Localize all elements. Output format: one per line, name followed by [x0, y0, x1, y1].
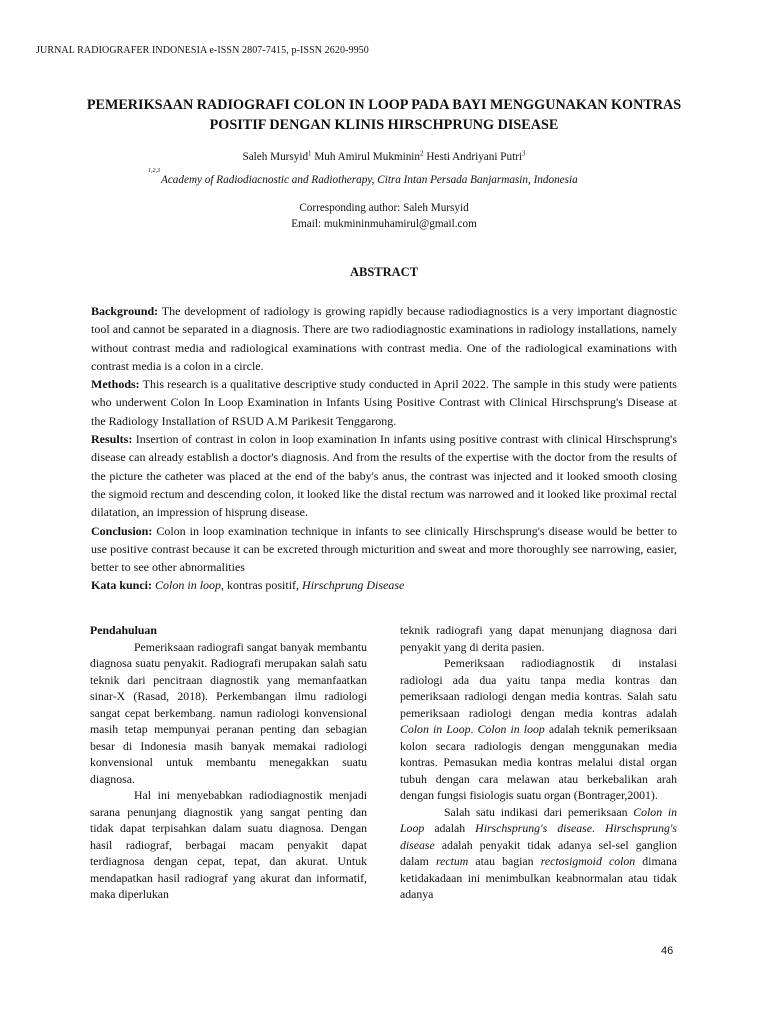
- body-paragraph: teknik radiografi yang dapat menunjang diagnosa dari penyakit yang di derita pasien.: [400, 623, 677, 654]
- body-paragraph: Pemeriksaan radiografi sangat banyak membantu diagnosa suatu penyakit. Radiografi merupakan salah satu teknik dari pencitraan diagnostik yang memanfaatkan sinar-X (Rasad, 2018). Perkembangan ilmu radiologi sangat cepat berkembang. namun radiologi konvensional masih tetap mempunyai peranan penting dan sebagian besar di Indonesia masih banyak memakai radiologi konvensional untuk membantu menegakkan suatu diagnosa.: [90, 639, 367, 786]
- text-run: dimana ketidakadaan ini menimbulkan keabnormalan atau tidak adanya: [400, 854, 677, 901]
- author-name: Hesti Andriyani Putri: [426, 151, 523, 163]
- background-label: Background:: [91, 304, 159, 318]
- text-run-italic: Hirschsprung's disease: [475, 821, 592, 835]
- text-run-italic: Hirschsprung's disease: [400, 821, 677, 852]
- methods-text: This research is a qualitative descriptive study conducted in April 2022. The sample in this study were patients who underwent Colon In Loop Examination in Infants Using Positive Contrast with Clinical Hirschsprung's Disease at the Radiology Installation of RSUD A.M Parikesit Tenggarong.: [91, 377, 677, 428]
- author-list: [0, 150, 768, 164]
- abstract-keywords: [91, 576, 677, 594]
- conclusion-text: Colon in loop examination technique in infants to see clinically Hirschsprung's disease would be better to use positive contrast because it can be excreted through micturition and sweat and more thoroughly see narrowing, easier, better to see other abnormalities: [91, 523, 677, 575]
- abstract-heading: ABSTRACT: [349, 265, 419, 279]
- text-run-italic: rectum: [435, 854, 469, 868]
- author-sup: 1: [308, 149, 312, 158]
- text-run: adalah: [424, 821, 476, 835]
- text-run: atau bagian: [468, 854, 541, 868]
- journal-header: JURNAL RADIOGRAFER INDONESIA e-ISSN 2807-7415, p-ISSN 2620-9950: [36, 45, 369, 56]
- abstract-background: [91, 302, 677, 375]
- background-text: The development of radiology is growing rapidly because radiodiagnostics is a very important diagnostic tool and cannot be separated in a diagnosis. There are two radiodiagnostic examinations in radiology installations, namely without contrast media and radiological examinations with contrast media. One of the radiological examinations with contrast media is a colon in a circle.: [91, 304, 677, 373]
- text-run-italic: Colon in Loop: [400, 722, 471, 736]
- keywords-label: Kata kunci:: [91, 578, 153, 593]
- section-heading: Pendahuluan: [90, 623, 157, 637]
- text-run-italic: Colon in loop: [477, 722, 545, 736]
- body-column-right: [400, 622, 677, 903]
- abstract-results: [91, 430, 677, 521]
- abstract-body: [91, 302, 677, 595]
- author-name: Muh Amirul Mukminin: [314, 151, 421, 163]
- body-paragraph: [400, 655, 677, 804]
- page-number: 46: [661, 945, 674, 957]
- text-run: .: [591, 821, 605, 835]
- body-paragraph: [400, 804, 677, 903]
- keyword-separator: , kontras positif,: [221, 578, 303, 593]
- body-column-left: [90, 622, 367, 903]
- text-run: Pemeriksaan radiodiagnostik di instalasi radiologi ada dua yaitu tanpa media kontras dan pemeriksaan radiologi dengan media kontras. Salah satu pemeriksaan radiologi dengan media kontras adalah: [400, 656, 677, 720]
- body-paragraph: Hal ini menyebabkan radiodiagnostik menjadi sarana penunjang diagnostik yang sangat penting dan tidak dapat terpisahkan dalam suatu diagnosa. Dengan hasil radiograf, berbagai macam penyakit dapat terdiagnosa dengan cepat, tepat, dan akurat. Untuk mendapatkan hasil radiograf yang akurat dan informatif, maka diperlukan: [90, 788, 367, 901]
- affiliation-text: Academy of Radiodiacnostic and Radiotherapy, Citra Intan Persada Banjarmasin, Indonesia: [161, 174, 578, 186]
- results-label: Results:: [91, 432, 133, 447]
- abstract-methods: [91, 375, 677, 430]
- text-run-italic: rectosigmoid colon: [540, 854, 636, 868]
- author-sup: 3: [522, 149, 526, 158]
- abstract-conclusion: [91, 522, 677, 577]
- conclusion-label: Conclusion:: [91, 523, 153, 538]
- corresponding-author: Corresponding author: Saleh Mursyid: [299, 202, 469, 214]
- affiliation-marks: 1,2,3: [148, 168, 160, 174]
- author-name: Saleh Mursyid: [242, 151, 309, 163]
- corresponding-info: [0, 201, 768, 232]
- keyword: Colon in loop: [155, 578, 222, 593]
- corresponding-email: Email: mukmininmuhamirul@gmail.com: [291, 217, 477, 230]
- text-run: adalah teknik pemeriksaan kolon secara radiologis dengan menggunakan media kontras. Pemasukan media kontras melalui distal organ tubuh dengan cara melawan atau berkebalikan arah dengan fungsi fisiologis suatu organ (Bontrager,2001).: [400, 722, 677, 802]
- text-run-italic: Colon in Loop: [400, 804, 678, 835]
- text-run: adalah penyakit tidak adanya sel-sel ganglion dalam: [400, 837, 677, 868]
- author-sup: 2: [420, 149, 424, 158]
- text-run: .: [470, 722, 478, 736]
- text-run: Salah satu indikasi dari pemeriksaan: [444, 804, 634, 819]
- keyword: Hirschprung Disease: [302, 578, 405, 593]
- article-title: PEMERIKSAAN RADIOGRAFI COLON IN LOOP PADA BAYI MENGGUNAKAN KONTRAS POSITIF DENGAN KLINIS HIRSCHPRUNG DISEASE: [86, 97, 682, 133]
- results-text: Insertion of contrast in colon in loop examination In infants using positive contrast with clinical Hirschsprung's disease can already establish a doctor's diagnosis. And from the results of the expertise with the doctor from the results of the picture the catheter was placed at the end of the baby's anus, the contrast was injected and it looked smooth closing the sigmoid rectum and descending colon, it looked like the distal rectum was narrowed and it looked like proximal rectal dilatation, an impression of hisprung disease.: [91, 432, 677, 520]
- methods-label: Methods:: [91, 377, 140, 392]
